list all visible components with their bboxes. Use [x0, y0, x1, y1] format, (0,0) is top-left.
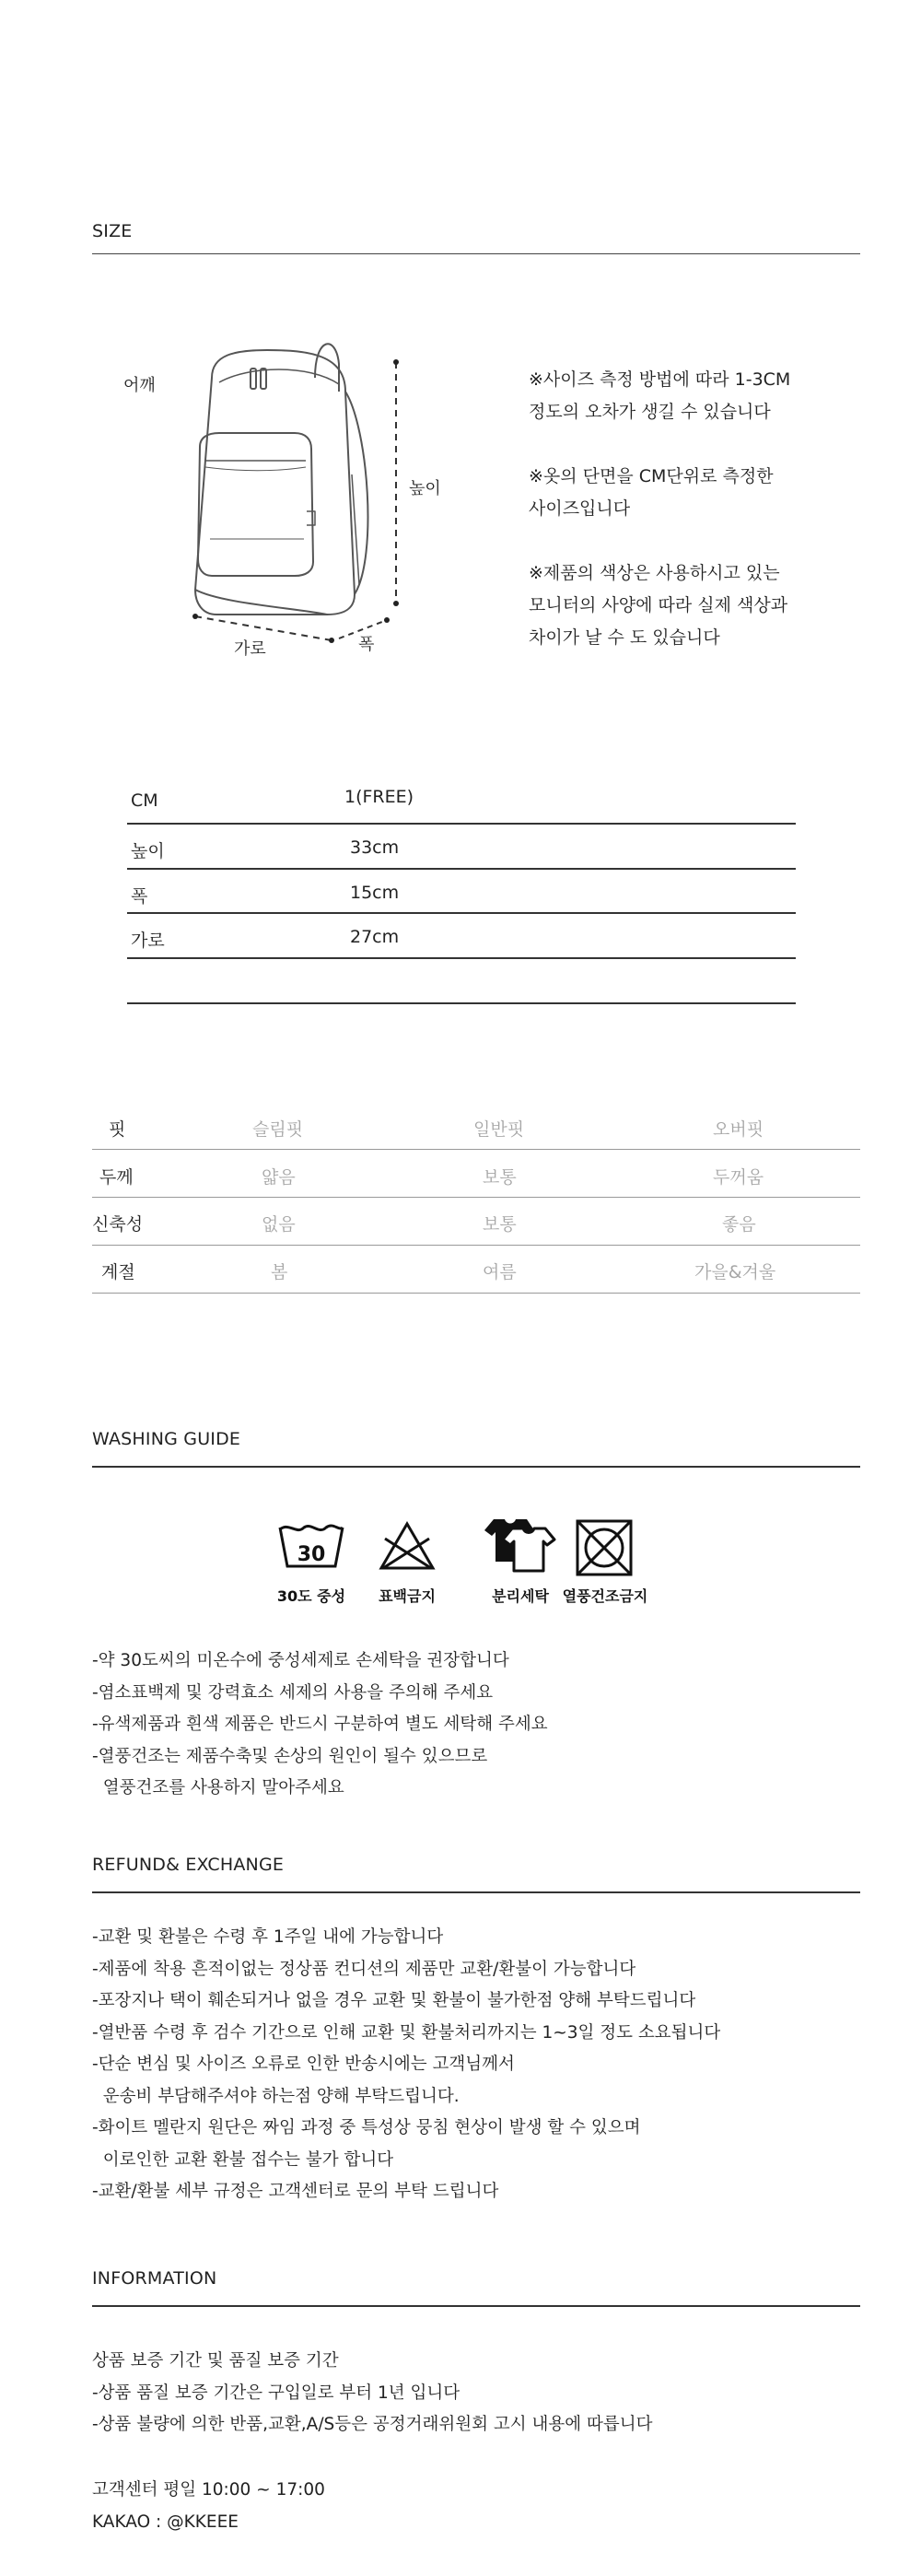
note-line: ※옷의 단면을 CM단위로 측정한: [529, 466, 774, 486]
size-table-header-size: 1(FREE): [344, 787, 414, 807]
no-bleach-label: 표백금지: [379, 1587, 436, 1605]
size-divider: [92, 253, 860, 254]
warranty-info: [92, 2346, 653, 2441]
refund-line: -교환/환불 세부 규정은 고객센터로 문의 부탁 드립니다: [92, 2182, 499, 2201]
backpack-diagram: [111, 327, 414, 659]
refund-line: 이로인한 교환 환불 접수는 불가 합니다: [92, 2149, 394, 2170]
size-row-value: 27cm: [350, 927, 400, 947]
refund-line: 운송비 부담해주셔야 하는점 양해 부탁드립니다.: [92, 2086, 460, 2106]
wash-30-label: 30도 중성: [276, 1587, 346, 1605]
refund-line: -단순 변심 및 사이즈 오류로 인한 반송시에는 고객님께서: [92, 2055, 515, 2074]
refund-divider: [92, 1891, 860, 1893]
refund-line: -열반품 수령 후 검수 기간으로 인해 교환 및 환불처리까지는 1~3일 정도 소요됩니다: [92, 2022, 721, 2043]
size-note-2: [529, 461, 774, 525]
fit-option: 가을&겨울: [694, 1262, 776, 1282]
fit-option: 두꺼움: [713, 1167, 764, 1188]
size-row-label: 폭: [131, 886, 148, 907]
fit-row-label: 두께: [99, 1167, 134, 1188]
size-note-3: [529, 557, 787, 654]
size-table-line: [127, 957, 796, 959]
note-line: 모니터의 사양에 따라 실제 색상과: [529, 595, 788, 615]
fit-option: 얇음: [262, 1167, 296, 1188]
depth-label: 폭: [358, 635, 375, 654]
no-tumble-dry-icon: [575, 1518, 634, 1577]
fit-option: 슬림핏: [252, 1119, 304, 1140]
size-table-line: [127, 1002, 796, 1004]
size-table-line: [127, 823, 796, 825]
size-table-line: [127, 912, 796, 914]
fit-row-label: 핏: [109, 1119, 126, 1140]
customer-center-hours: 고객센터 평일 10:00 ~ 17:00: [92, 2480, 325, 2500]
no-bleach-icon: [378, 1520, 437, 1572]
washing-instructions: [92, 1645, 548, 1805]
fit-option: 여름: [483, 1262, 517, 1282]
fit-option: 오버핏: [713, 1119, 764, 1140]
size-row-value: 15cm: [350, 883, 400, 903]
fit-row-label: 계절: [101, 1262, 135, 1282]
wash-30-icon: [276, 1520, 346, 1572]
size-note-1: [529, 364, 790, 428]
note-line: ※제품의 색상은 사용하시고 있는: [529, 563, 780, 583]
note-line: ※사이즈 측정 방법에 따라 1-3CM: [529, 369, 791, 390]
information-section-title: INFORMATION: [92, 2268, 217, 2289]
refund-line: -제품에 착용 흔적이없는 정상품 컨디션의 제품만 교환/환불이 가능합니다: [92, 1959, 636, 1979]
size-row-label: 가로: [131, 931, 165, 951]
note-line: 차이가 날 수 도 있습니다: [529, 627, 720, 648]
fit-table-line: [92, 1293, 860, 1294]
shoulder-label: 어깨: [123, 376, 156, 395]
refund-section-title: REFUND& EXCHANGE: [92, 1855, 285, 1875]
size-section-title: SIZE: [92, 221, 133, 241]
info-line: -상품 품질 보증 기간은 구입일로 부터 1년 입니다: [92, 2383, 460, 2403]
information-divider: [92, 2305, 860, 2307]
fit-option: 보통: [483, 1167, 517, 1188]
info-line: -상품 불량에 의한 반품,교환,A/S등은 공정거래위원회 고시 내용에 따릅니다: [92, 2415, 653, 2434]
note-line: 사이즈입니다: [529, 498, 631, 519]
washing-section-title: WASHING GUIDE: [92, 1429, 241, 1449]
customer-center: [92, 2475, 325, 2538]
washing-divider: [92, 1466, 860, 1468]
fit-option: 봄: [271, 1262, 288, 1282]
fit-table-line: [92, 1245, 860, 1246]
no-tumble-dry-label: 열풍건조금지: [562, 1587, 648, 1605]
size-table-line: [127, 868, 796, 870]
note-line: 정도의 오차가 생길 수 있습니다: [529, 402, 771, 422]
washing-line: -약 30도씨의 미온수에 중성세제로 손세탁을 권장합니다: [92, 1651, 509, 1670]
fit-row-label: 신축성: [92, 1214, 144, 1235]
size-table-header-unit: CM: [131, 790, 158, 811]
wash-temperature: 30: [297, 1543, 326, 1566]
fit-option: 일반핏: [473, 1119, 525, 1140]
refund-policy: [92, 1922, 720, 2208]
width-label: 가로: [234, 639, 266, 659]
fit-table-line: [92, 1149, 860, 1150]
kakao-contact: KAKAO : @KKEEE: [92, 2512, 239, 2532]
fit-option: 없음: [262, 1214, 296, 1235]
fit-option: 보통: [483, 1214, 517, 1235]
height-label: 높이: [409, 479, 441, 498]
fit-option: 좋음: [722, 1214, 756, 1235]
size-row-value: 33cm: [350, 837, 400, 858]
separate-wash-label: 분리세탁: [492, 1587, 549, 1605]
size-row-label: 높이: [131, 841, 165, 861]
fit-table-line: [92, 1197, 860, 1198]
refund-line: -화이트 멜란지 원단은 짜임 과정 중 특성상 뭉침 현상이 발생 할 수 있으며: [92, 2118, 641, 2137]
washing-line: 열풍건조를 사용하지 말아주세요: [92, 1778, 344, 1797]
washing-line: -열풍건조는 제품수축및 손상의 원인이 될수 있으므로: [92, 1746, 488, 1766]
washing-line: -염소표백제 및 강력효소 세제의 사용을 주의해 주세요: [92, 1682, 494, 1703]
info-line: 상품 보증 기간 및 품질 보증 기간: [92, 2351, 339, 2371]
washing-line: -유색제품과 흰색 제품은 반드시 구분하여 별도 세탁해 주세요: [92, 1715, 548, 1734]
refund-line: -포장지나 택이 훼손되거나 없을 경우 교환 및 환불이 불가한점 양해 부탁드립니다: [92, 1991, 696, 2010]
refund-line: -교환 및 환불은 수령 후 1주일 내에 가능합니다: [92, 1927, 444, 1947]
separate-wash-icon: [483, 1516, 558, 1573]
